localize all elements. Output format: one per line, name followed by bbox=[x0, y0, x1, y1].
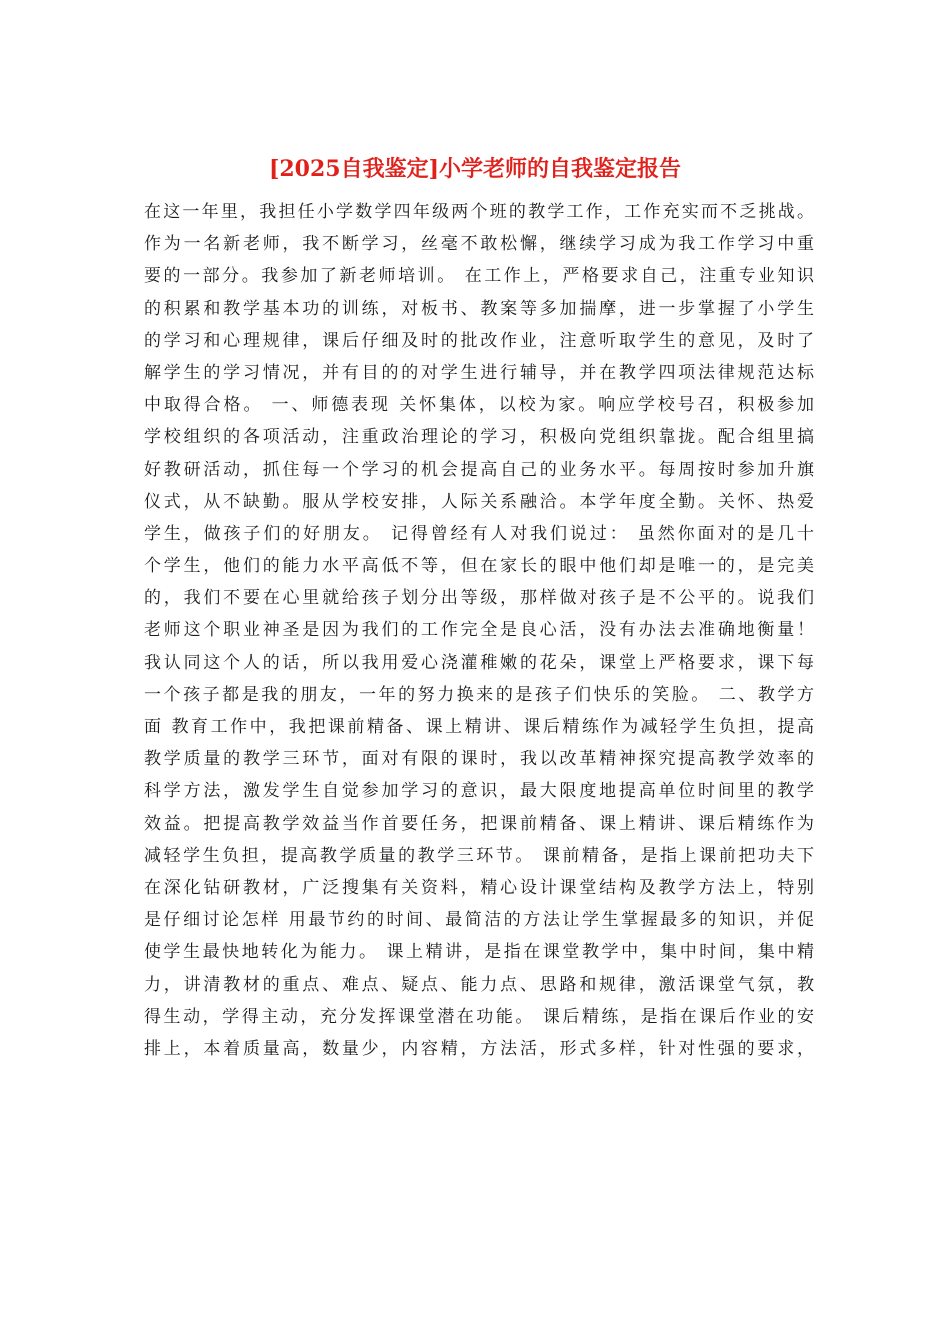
body-line: 学生，做孩子们的好朋友。 记得曾经有人对我们说过： 虽然你面对的是几十 bbox=[144, 523, 814, 544]
document-body bbox=[144, 196, 814, 1065]
body-line: 我认同这个人的话，所以我用爱心浇灌稚嫩的花朵，课堂上严格要求，课下每 bbox=[144, 652, 814, 673]
body-line: 要的一部分。我参加了新老师培训。 在工作上，严格要求自己，注重专业知识 bbox=[144, 266, 814, 287]
body-line: 得生动，学得主动，充分发挥课堂潜在功能。 课后精练，是指在课后作业的安 bbox=[144, 1006, 814, 1027]
document-title: [2025自我鉴定]小学老师的自我鉴定报告 bbox=[268, 156, 682, 182]
body-line: 是仔细讨论怎样 用最节约的时间、最简洁的方法让学生掌握最多的知识，并促 bbox=[144, 910, 814, 931]
body-line: 作为一名新老师，我不断学习，丝毫不敢松懈，继续学习成为我工作学习中重 bbox=[144, 234, 814, 255]
body-line: 的，我们不要在心里就给孩子划分出等级，那样做对孩子是不公平的。说我们 bbox=[144, 588, 814, 609]
body-line: 排上，本着质量高，数量少，内容精，方法活，形式多样，针对性强的要求， bbox=[144, 1038, 814, 1059]
body-line: 学校组织的各项活动，注重政治理论的学习，积极向党组织靠拢。配合组里搞 bbox=[144, 427, 814, 448]
body-line: 的学习和心理规律，课后仔细及时的批改作业，注意听取学生的意见，及时了 bbox=[144, 330, 814, 351]
body-line: 使学生最快地转化为能力。 课上精讲，是指在课堂教学中，集中时间，集中精 bbox=[144, 942, 814, 963]
body-line: 减轻学生负担，提高教学质量的教学三环节。 课前精备，是指上课前把功夫下 bbox=[144, 845, 814, 866]
body-line: 老师这个职业神圣是因为我们的工作完全是良心活，没有办法去准确地衡量！ bbox=[144, 620, 814, 641]
body-line: 中取得合格。 一、师德表现 关怀集体，以校为家。响应学校号召，积极参加 bbox=[144, 395, 814, 416]
body-line: 在深化钻研教材，广泛搜集有关资料，精心设计课堂结构及教学方法上，特别 bbox=[144, 877, 814, 898]
body-line: 好教研活动，抓住每一个学习的机会提高自己的业务水平。每周按时参加升旗 bbox=[144, 459, 814, 480]
body-line: 仪式，从不缺勤。服从学校安排，人际关系融洽。本学年度全勤。关怀、热爱 bbox=[144, 491, 814, 512]
body-line: 一个孩子都是我的朋友，一年的努力换来的是孩子们快乐的笑脸。 二、教学方 bbox=[144, 684, 814, 705]
body-line: 效益。把提高教学效益当作首要任务，把课前精备、课上精讲、课后精练作为 bbox=[144, 813, 814, 834]
body-line: 力，讲清教材的重点、难点、疑点、能力点、思路和规律，激活课堂气氛，教 bbox=[144, 974, 814, 995]
body-line: 个学生，他们的能力水平高低不等，但在家长的眼中他们却是唯一的，是完美 bbox=[144, 556, 814, 577]
body-line: 的积累和教学基本功的训练，对板书、教案等多加揣摩，进一步掌握了小学生 bbox=[144, 298, 814, 319]
body-line: 在这一年里，我担任小学数学四年级两个班的教学工作，工作充实而不乏挑战。 bbox=[144, 202, 814, 222]
body-line: 教学质量的教学三环节，面对有限的课时，我以改革精神探究提高教学效率的 bbox=[144, 749, 814, 770]
body-line: 解学生的学习情况，并有目的的对学生进行辅导，并在教学四项法律规范达标 bbox=[144, 362, 814, 383]
body-line: 科学方法，激发学生自觉参加学习的意识，最大限度地提高单位时间里的教学 bbox=[144, 781, 814, 802]
body-line: 面 教育工作中，我把课前精备、课上精讲、课后精练作为减轻学生负担，提高 bbox=[144, 717, 814, 737]
